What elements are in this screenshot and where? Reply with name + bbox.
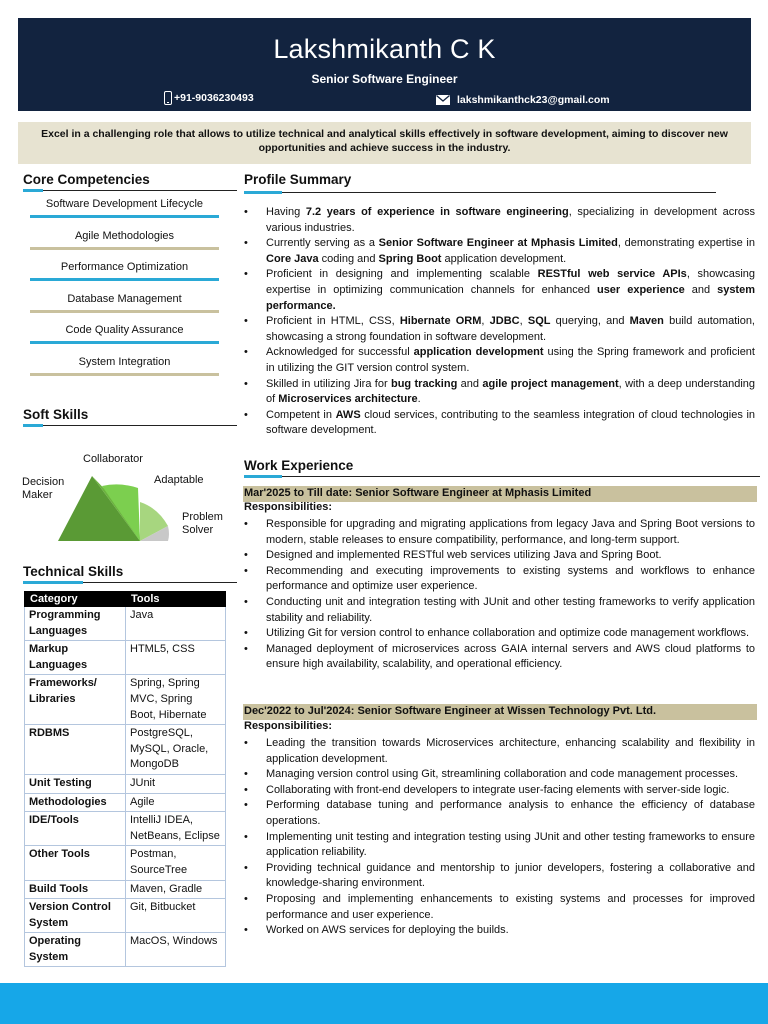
section-accent [23, 581, 83, 584]
table-row [25, 607, 226, 641]
list-item: • Managed deployment of microservices across GAIA internal servers and AWS cloud platforms to ensure high availability, scalability, and operational efficiency. [244, 642, 755, 673]
skill-category-cell: Markup Languages [25, 641, 126, 675]
phone-contact [164, 91, 254, 105]
competency-underline [30, 247, 219, 250]
competency-item: System Integration [78, 356, 171, 368]
table-row [25, 675, 226, 725]
list-item: • Providing technical guidance and mentorship to junior developers, fostering a collaborative and knowledge-sharing environment. [244, 861, 755, 892]
competency-underline [30, 373, 219, 376]
section-divider [244, 476, 760, 477]
table-row [25, 880, 226, 899]
table-row [25, 933, 226, 967]
summary-text: cloud services, contributing to the seamless integration of cloud technologies in software development. [266, 408, 756, 437]
summary-text: and [457, 377, 483, 390]
summary-text: application development. [441, 252, 567, 265]
phone-icon [164, 91, 172, 105]
list-item: • Performing database tuning and performance analysis to enhance the efficiency of database operations. [244, 798, 755, 829]
list-item: • Recommending and executing improvements to existing systems and workflows to enhance performance and optimize user experience. [244, 564, 755, 595]
skill-tools-cell: IntelliJ IDEA, NetBeans, Eclipse [126, 812, 226, 846]
skill-category-cell: Methodologies [25, 793, 126, 812]
competency-item: Database Management [67, 293, 182, 305]
core-competencies-heading: Core Competencies [23, 172, 150, 187]
competency-item: Performance Optimization [60, 261, 189, 273]
highlight-text: bug tracking [390, 377, 458, 390]
work-experience-heading: Work Experience [244, 458, 354, 473]
job-responsibilities-list [244, 736, 755, 939]
skill-tools-cell: Spring, Spring MVC, Spring Boot, Hibernate [126, 675, 226, 725]
table-row [25, 725, 226, 775]
soft-skill-label: Collaborator [83, 453, 143, 465]
responsibilities-label: Responsibilities: [244, 501, 333, 513]
skill-category-cell: Version Control System [25, 899, 126, 933]
section-divider [244, 192, 716, 193]
list-item: • Implementing unit testing and integration testing using JUnit and other testing frameworks to ensure application reliability. [244, 830, 755, 861]
list-item: • Leading the transition towards Microservices architecture, enhancing scalability and flexibility in application development. [244, 736, 755, 767]
section-accent [244, 191, 282, 194]
skill-category-cell: Operating System [25, 933, 126, 967]
list-item: • Designed and implemented RESTful web services utilizing Java and Spring Boot. [244, 548, 755, 564]
list-item: • Managing version control using Git, streamlining collaboration and code management processes. [244, 767, 755, 783]
summary-text: , specializing in development across various industries. [266, 206, 755, 234]
technical-skills-heading: Technical Skills [23, 564, 124, 579]
section-divider [23, 425, 237, 426]
skill-category-cell: Programming Languages [25, 607, 126, 641]
summary-text: using the Spring framework and proficient in utilizing the GIT version control system. [266, 346, 755, 374]
soft-skills-chart [22, 450, 237, 555]
summary-text: . [417, 393, 421, 406]
summary-text: , demonstrating expertise in [617, 237, 755, 250]
profile-summary-list [244, 205, 755, 439]
list-item [244, 377, 755, 408]
skill-tools-cell: PostgreSQL, MySQL, Oracle, MongoDB [126, 725, 226, 775]
highlight-text: Hibernate ORM [399, 315, 482, 328]
list-item: • Collaborating with front-end developers to integrate user-facing elements with server-side logic. [244, 783, 755, 799]
list-item: • Worked on AWS services for deploying the builds. [244, 923, 755, 939]
skill-tools-cell: Agile [126, 793, 226, 812]
skill-category-cell: Frameworks/ Libraries [25, 675, 126, 725]
table-row [25, 774, 226, 793]
email-address: lakshmikanthck23@gmail.com [457, 94, 610, 106]
phone-number: +91-9036230493 [174, 92, 254, 104]
table-row [25, 793, 226, 812]
summary-text: Currently serving as a [266, 237, 379, 250]
section-divider [23, 190, 237, 191]
skill-category-cell: IDE/Tools [25, 812, 126, 846]
soft-skills-heading: Soft Skills [23, 407, 89, 422]
list-item [244, 205, 755, 236]
highlight-text: Core Java [266, 252, 319, 265]
summary-text: and [684, 283, 718, 296]
skill-tools-cell: Maven, Gradle [126, 880, 226, 899]
skill-category-cell: Unit Testing [25, 774, 126, 793]
skill-tools-cell: Git, Bitbucket [126, 899, 226, 933]
summary-text: , showcasing expertise in optimizing communication channels for enhanced [266, 268, 756, 296]
summary-text: Skilled in utilizing Jira for [266, 377, 391, 390]
skill-category-cell: Build Tools [25, 880, 126, 899]
summary-text: coding and [318, 252, 379, 265]
summary-text: Proficient in designing and implementing scalable [266, 268, 538, 281]
summary-text: Competent in [266, 408, 336, 421]
highlight-text: system performance. [266, 283, 755, 312]
skill-category-cell: RDBMS [25, 725, 126, 775]
table-header-cell: Tools [126, 592, 226, 607]
table-row [25, 899, 226, 933]
list-item [244, 345, 755, 376]
section-accent [23, 424, 43, 427]
highlight-text: RESTful web service APIs [537, 268, 687, 281]
highlight-text: JDBC [489, 315, 520, 328]
candidate-title: Senior Software Engineer [311, 72, 458, 86]
highlight-text: 7.2 years of experience in software engineering [305, 206, 569, 218]
highlight-text: application development [413, 346, 544, 359]
technical-skills-table [24, 591, 226, 967]
highlight-text: SQL [527, 315, 551, 328]
email-contact [436, 94, 610, 106]
highlight-text: user experience [596, 283, 685, 296]
list-item: • Proposing and implementing enhancements to existing systems and processes for improved performance and user experience. [244, 892, 755, 923]
competency-item: Software Development Lifecycle [45, 198, 204, 210]
profile-summary-heading: Profile Summary [244, 172, 352, 187]
summary-text: , [519, 315, 528, 328]
skill-tools-cell: HTML5, CSS [126, 641, 226, 675]
section-accent [244, 475, 282, 478]
list-item: • Responsible for upgrading and migrating applications from legacy Java and Spring Boot versions to modern, stable releases to ensure compatibility, performance, and long-term support. [244, 517, 755, 548]
competency-item: Code Quality Assurance [65, 324, 184, 336]
summary-text: querying, and [550, 315, 630, 328]
job-heading: Mar'2025 to Till date: Senior Software Engineer at Mphasis Limited [243, 486, 757, 502]
list-item [244, 236, 755, 267]
job-responsibilities-list [244, 517, 755, 673]
summary-text: , with a deep understanding of [266, 377, 756, 406]
soft-skill-label: Maker [22, 489, 53, 501]
summary-text: Proficient in HTML, CSS, [266, 315, 400, 328]
table-row [25, 812, 226, 846]
table-header-cell: Category [25, 592, 126, 607]
list-item: • Utilizing Git for version control to enhance collaboration and optimize code management workflows. [244, 626, 755, 642]
list-item [244, 267, 755, 314]
competency-underline [30, 310, 219, 313]
career-objective: Excel in a challenging role that allows to utilize technical and analytical skills effectively in software development, aiming to discover new opportunities and achieve success in the industry. [18, 122, 751, 164]
candidate-name: Lakshmikanth C K [273, 34, 496, 64]
skill-tools-cell: JUnit [126, 774, 226, 793]
skill-category-cell: Other Tools [25, 846, 126, 880]
responsibilities-label: Responsibilities: [244, 720, 333, 732]
soft-skill-label: Adaptable [154, 474, 204, 486]
section-accent [23, 189, 43, 192]
footer-band [0, 983, 768, 1024]
skill-tools-cell: Postman, SourceTree [126, 846, 226, 880]
soft-skill-label: Solver [182, 524, 214, 536]
summary-text: build automation, showcasing a strong foundation in software development. [266, 315, 755, 343]
list-item [244, 314, 755, 345]
job-heading: Dec'2022 to Jul'2024: Senior Software Engineer at Wissen Technology Pvt. Ltd. [243, 704, 757, 720]
highlight-text: AWS [335, 408, 361, 421]
competency-underline [30, 341, 219, 344]
competency-underline [30, 278, 219, 281]
skill-tools-cell: MacOS, Windows [126, 933, 226, 967]
table-row [25, 846, 226, 880]
highlight-text: Spring Boot [378, 252, 442, 265]
highlight-text: Maven [629, 315, 664, 328]
list-item [244, 408, 755, 439]
list-item: • Conducting unit and integration testing with JUnit and other testing frameworks to verify application stability and reliability. [244, 595, 755, 626]
soft-skill-label: Problem [182, 511, 223, 523]
highlight-text: Microservices architecture [278, 393, 418, 406]
competency-underline [30, 215, 219, 218]
table-row [25, 641, 226, 675]
highlight-text: agile project management [482, 377, 619, 390]
soft-skill-label: Decision [22, 476, 65, 488]
summary-text: Having [266, 206, 306, 218]
skill-tools-cell: Java [126, 607, 226, 641]
resume-header [18, 18, 751, 111]
competency-item: Agile Methodologies [74, 230, 175, 242]
mail-icon [436, 95, 450, 105]
table-header-row [25, 592, 226, 607]
highlight-text: Senior Software Engineer at Mphasis Limited [378, 237, 618, 250]
summary-text: Acknowledged for successful [266, 346, 414, 359]
summary-text: , [481, 315, 490, 328]
